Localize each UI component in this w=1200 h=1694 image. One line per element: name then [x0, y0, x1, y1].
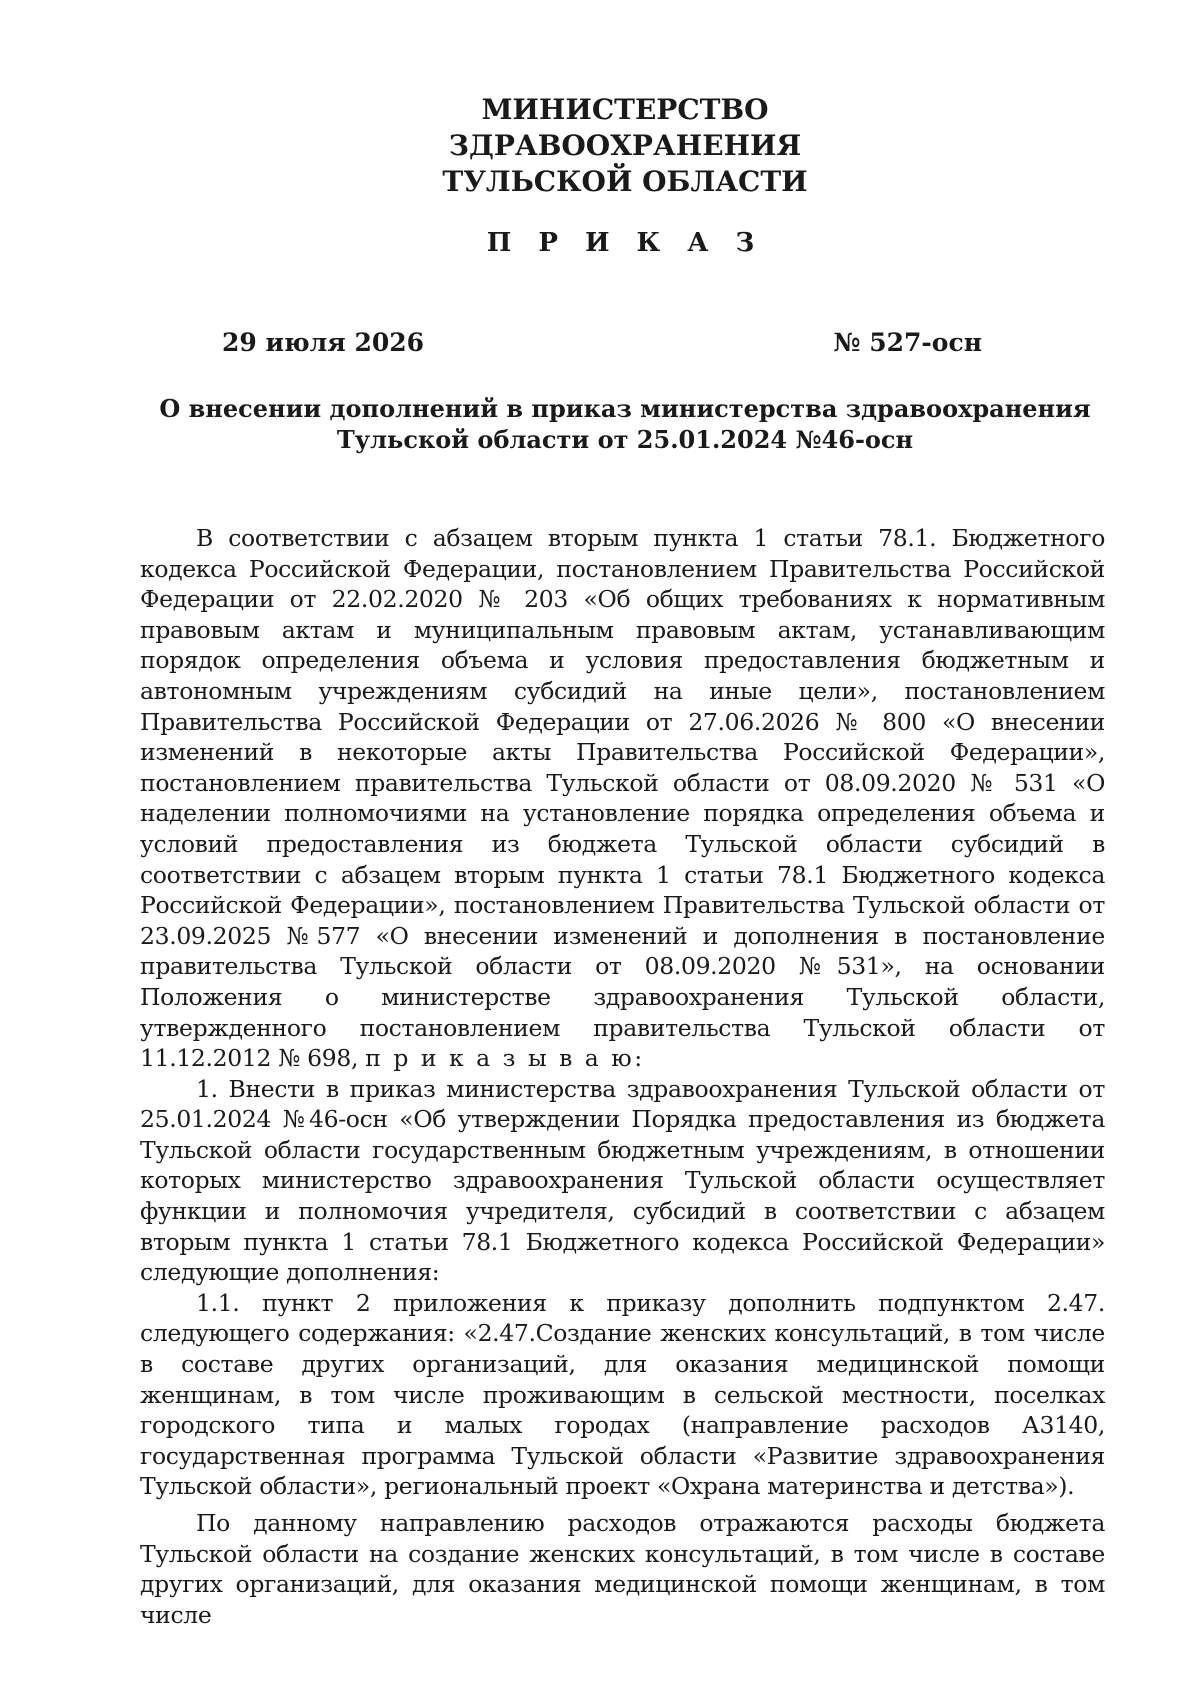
order-body: [140, 523, 1105, 1630]
ministry-header-line-3: ТУЛЬСКОЙ ОБЛАСТИ: [442, 165, 808, 198]
ministry-header-line-1: МИНИСТЕРСТВО: [481, 93, 769, 126]
preamble-paragraph: [140, 523, 1105, 1074]
ministry-header: [0, 92, 1200, 200]
expenses-paragraph: По данному направлению расходов отражаются расходы бюджета Тульской области на создание женских консультаций, в том числе в составе других организаций, для оказания медицинской помощи женщинам, в том числе: [140, 1509, 1105, 1629]
order-subject: [150, 393, 1100, 455]
order-title: П Р И К А З: [486, 228, 764, 258]
order-subject-line-1: О внесении дополнений в приказ министерства здравоохранения: [159, 394, 1091, 423]
order-subject-line-2: Тульской области от 25.01.2024 №46-осн: [336, 425, 914, 454]
order-number: № 527-осн: [833, 328, 982, 357]
ministry-header-line-2: ЗДРАВООХРАНЕНИЯ: [448, 129, 802, 162]
preamble-text: В соответствии с абзацем вторым пункта 1 статьи 78.1. Бюджетного кодекса Российской Федерации, постановлением Правительства Российской Федерации от 22.02.2020 № 203 «Об общих требованиях к нормативным правовым актам и муниципальным правовым актам, устанавливающим порядок определения объема и условия предоставления бюджетным и автономным учреждениям субсидий на иные цели», постановлением Правительства Российской Федерации от 27.06.2026 № 800 «О внесении изменений в некоторые акты Правительства Российской Федерации», постановлением правительства Тульской области от 08.09.2020 № 531 «О наделении полномочиями на установление порядка определения объема и условий предоставления из бюджета Тульской области субсидий в соответствии с абзацем вторым пункта 1 статьи 78.1 Бюджетного кодекса Российской Федерации», постановлением Правительства Тульской области от 23.09.2025 №577 «О внесении изменений и дополнения в постановление правительства Тульской области от 08.09.2020 №531», на основании Положения о министерстве здравоохранения Тульской области, утвержденного постановлением правительства Тульской области от 11.12.2012 № 698,: [140, 524, 1105, 1073]
item-1-1-paragraph: 1.1. пункт 2 приложения к приказу дополнить подпунктом 2.47. следующего содержания: «2.47.Создание женских консультаций, в том числе в составе других организаций, для оказания медицинской помощи женщинам, в том числе проживающим в сельской местности, поселках городского типа и малых городах (направление расходов А3140, государственная программа Тульской области «Развитие здравоохранения Тульской области», региональный проект «Охрана материнства и детства»).: [140, 1288, 1105, 1501]
decree-word: п р и к а з ы в а ю:: [365, 1044, 645, 1073]
order-date: 29 июля 2026: [222, 328, 425, 357]
item-1-paragraph: 1. Внести в приказ министерства здравоохранения Тульской области от 25.01.2024 №46-осн «Об утверждении Порядка предоставления из бюджета Тульской области государственным бюджетным учреждениям, в отношении которых министерство здравоохранения Тульской области осуществляет функции и полномочия учредителя, субсидий в соответствии с абзацем вторым пункта 1 статьи 78.1 Бюджетного кодекса Российской Федерации» следующие дополнения:: [140, 1074, 1105, 1287]
